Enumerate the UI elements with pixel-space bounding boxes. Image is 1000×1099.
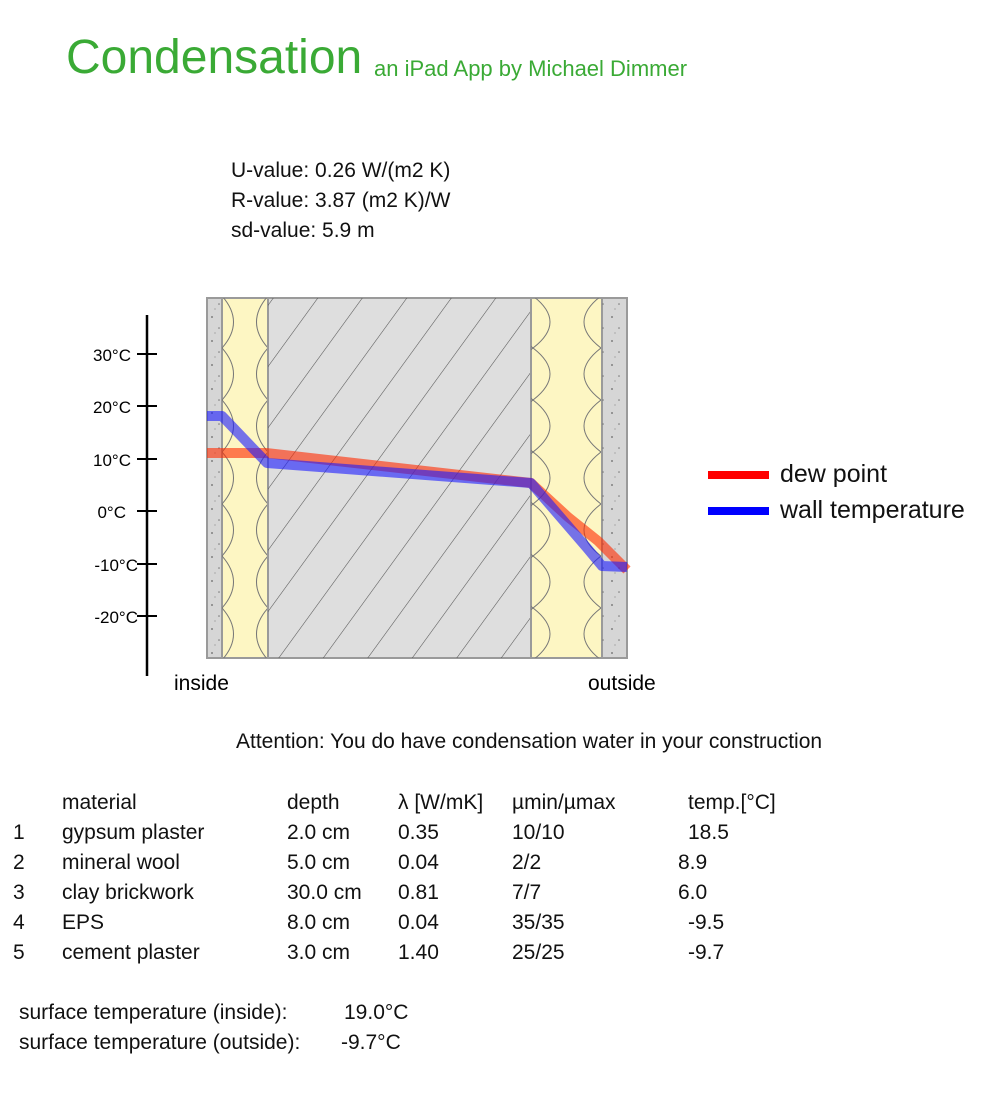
header-material: material — [62, 791, 137, 814]
surface-temperature-outside — [19, 1028, 619, 1058]
surface-temperatures — [19, 998, 619, 1058]
row-mu: 2/2 — [512, 851, 542, 874]
app-subtitle: an iPad App by Michael Dimmer — [374, 56, 688, 81]
row-mu: 25/25 — [512, 941, 565, 964]
row-index: 3 — [13, 881, 25, 904]
row-index: 5 — [13, 941, 25, 964]
layer-eps — [531, 298, 602, 658]
legend-label: dew point — [780, 460, 888, 488]
table-header-row — [0, 788, 900, 818]
row-lambda: 0.04 — [398, 851, 439, 874]
app-title: Condensation — [66, 31, 363, 84]
table-row[interactable] — [0, 908, 900, 938]
row-material: mineral wool — [62, 851, 180, 874]
axis-tick-label: 10°C — [93, 451, 131, 470]
row-depth: 8.0 cm — [287, 911, 351, 934]
row-mu: 7/7 — [512, 881, 542, 904]
row-depth: 2.0 cm — [287, 821, 351, 844]
header-temp: temp.[°C] — [688, 791, 776, 814]
row-index: 2 — [13, 851, 25, 874]
u-value-text: U-value: 0.26 W/(m2 K) — [231, 159, 451, 182]
layer-gypsum-plaster — [207, 298, 222, 658]
surface-temperature-inside — [19, 998, 619, 1028]
row-temp: -9.5 — [688, 911, 725, 934]
table-row[interactable] — [0, 848, 900, 878]
row-depth: 5.0 cm — [287, 851, 351, 874]
row-lambda: 1.40 — [398, 941, 439, 964]
row-mu: 10/10 — [512, 821, 565, 844]
axis-tick-label: 20°C — [93, 398, 131, 417]
wall-cross-section-diagram — [0, 280, 700, 700]
temperature-axis — [93, 315, 157, 676]
thermal-stats — [231, 156, 450, 246]
legend-label: wall temperature — [780, 496, 965, 524]
row-material: gypsum plaster — [62, 821, 205, 844]
axis-tick-label: -20°C — [94, 608, 138, 627]
row-index: 1 — [13, 821, 25, 844]
sd-value-text: sd-value: 5.9 m — [231, 219, 375, 242]
axis-tick-label: 30°C — [93, 346, 131, 365]
layer-cement-plaster — [602, 298, 627, 658]
header-mu: µmin/µmax — [512, 791, 616, 814]
header-depth: depth — [287, 791, 340, 814]
row-lambda: 0.35 — [398, 821, 439, 844]
table-row[interactable] — [0, 878, 900, 908]
surface-inside-label: surface temperature (inside): — [19, 1001, 288, 1024]
axis-tick-label: 0°C — [97, 503, 126, 522]
row-temp: 18.5 — [688, 821, 729, 844]
row-depth: 30.0 cm — [287, 881, 362, 904]
inside-label: inside — [174, 672, 229, 695]
row-material: cement plaster — [62, 941, 200, 964]
outside-label: outside — [588, 672, 656, 695]
row-material: clay brickwork — [62, 881, 194, 904]
surface-outside-value: -9.7°C — [341, 1031, 401, 1054]
condensation-warning: Attention: You do have condensation water in your construction — [236, 730, 823, 753]
row-lambda: 0.04 — [398, 911, 439, 934]
axis-tick-label: -10°C — [94, 556, 138, 575]
row-lambda: 0.81 — [398, 881, 439, 904]
row-material: EPS — [62, 911, 105, 934]
row-depth: 3.0 cm — [287, 941, 351, 964]
dew-point-swatch — [708, 471, 769, 479]
row-temp: 8.9 — [678, 851, 708, 874]
surface-outside-label: surface temperature (outside): — [19, 1031, 301, 1054]
row-mu: 35/35 — [512, 911, 565, 934]
header-lambda: λ [W/mK] — [398, 791, 484, 814]
wall-temperature-swatch — [708, 507, 769, 515]
surface-inside-value: 19.0°C — [344, 1001, 409, 1024]
layer-mineral-wool — [222, 298, 268, 658]
row-temp: -9.7 — [688, 941, 725, 964]
r-value-text: R-value: 3.87 (m2 K)/W — [231, 189, 451, 212]
row-temp: 6.0 — [678, 881, 708, 904]
row-index: 4 — [13, 911, 25, 934]
table-row[interactable] — [0, 938, 900, 968]
layer-table — [0, 788, 900, 968]
table-row[interactable] — [0, 818, 900, 848]
